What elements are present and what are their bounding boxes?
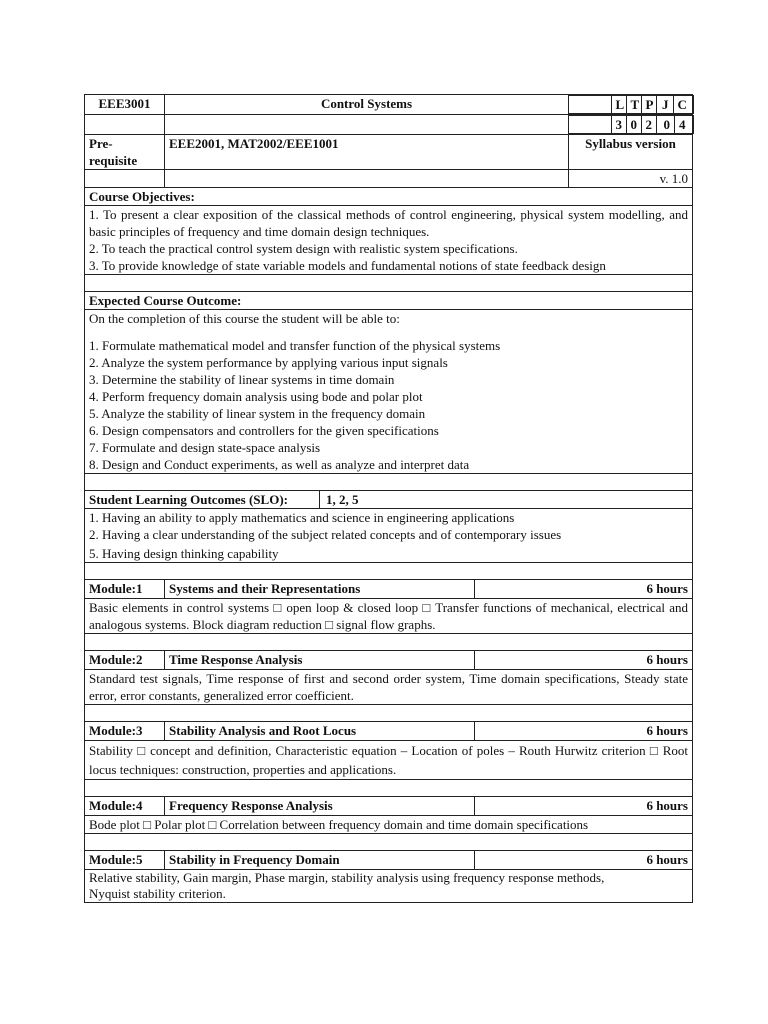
ltpjc-values-cell [569, 115, 693, 135]
prerequisite-row [85, 135, 693, 170]
outcome-item: 2. Analyze the system performance by applying various input signals [89, 355, 448, 370]
ltpjc-value-l: 3 [611, 116, 626, 134]
outcomes-heading-row [85, 292, 693, 310]
ltpjc-value-c: 4 [679, 117, 686, 132]
objectives-heading: Course Objectives: [85, 188, 693, 206]
module-label: Module:4 [85, 797, 165, 816]
module-5-body [85, 870, 693, 903]
prerequisite-label: Pre-requisite [85, 135, 165, 170]
outcome-item: 6. Design compensators and controllers for the given specifications [89, 423, 439, 438]
objectives-heading-row [85, 188, 693, 206]
course-header-row [85, 95, 693, 115]
course-code: EEE3001 [85, 95, 165, 115]
module-2-body [85, 670, 693, 705]
outcome-item: 5. Analyze the stability of linear system in the frequency domain [89, 406, 426, 421]
course-title: Control Systems [165, 95, 569, 115]
module-title: Stability Analysis and Root Locus [165, 722, 475, 741]
ltpjc-value-j: 0 [663, 117, 670, 132]
slo-item: 5. Having design thinking capability [89, 546, 279, 561]
module-label: Module:3 [85, 722, 165, 741]
objectives-list [85, 206, 693, 275]
module-label: Module:1 [85, 580, 165, 599]
module-title: Stability in Frequency Domain [165, 851, 475, 870]
syllabus-sheet [84, 94, 692, 903]
outcome-item: 4. Perform frequency domain analysis using bode and polar plot [89, 389, 423, 404]
module-title: Time Response Analysis [165, 651, 475, 670]
module-hours: 6 hours [475, 651, 693, 670]
module-hours: 6 hours [475, 722, 693, 741]
outcomes-body-row [85, 310, 693, 474]
slo-body-row [85, 509, 693, 563]
module-hours: 6 hours [475, 797, 693, 816]
objectives-body-row [85, 206, 693, 275]
module-title: Frequency Response Analysis [165, 797, 475, 816]
module-4-body [85, 816, 693, 834]
module-hours: 6 hours [475, 851, 693, 870]
outcomes-list [85, 310, 693, 474]
module-title: Systems and their Representations [165, 580, 475, 599]
module-label: Module:5 [85, 851, 165, 870]
ltpjc-header-p: P [641, 96, 656, 114]
module-1-header [85, 580, 693, 599]
outcomes-intro: On the completion of this course the student will be able to: [89, 311, 400, 326]
objective-item: 2. To teach the practical control system design with realistic system specifications. [89, 241, 518, 256]
module-3-body [85, 741, 693, 780]
outcome-item: 7. Formulate and design state-space analysis [89, 440, 321, 455]
module-content: Relative stability, Gain margin, Phase margin, stability analysis using frequency response methods, Nyquist stability criterion. [89, 870, 605, 901]
slo-list [85, 509, 693, 563]
objective-item: 1. To present a clear exposition of the classical methods of control engineering, physical system modelling, and basic principles of frequency and time domain design techniques. [89, 207, 688, 239]
outcomes-heading: Expected Course Outcome: [85, 292, 693, 310]
module-5-header [85, 851, 693, 870]
module-1-body [85, 599, 693, 634]
ltpjc-header-c: C [677, 97, 687, 112]
prerequisite-value: EEE2001, MAT2002/EEE1001 [165, 135, 569, 170]
syllabus-table [84, 94, 693, 903]
module-hours: 6 hours [475, 580, 693, 599]
outcome-item: 8. Design and Conduct experiments, as well as analyze and interpret data [89, 457, 470, 472]
ltpjc-header-l: L [611, 96, 626, 114]
syllabus-version-label: Syllabus version [569, 135, 693, 170]
outcome-item: 3. Determine the stability of linear systems in time domain [89, 372, 395, 387]
ltpjc-header-cell [569, 95, 693, 115]
syllabus-version-value: v. 1.0 [569, 170, 693, 188]
ltpjc-header-j: J [662, 97, 669, 112]
module-content: Basic elements in control systems □ open loop & closed loop □ Transfer functions of mechanical, electrical and analogous systems. Block diagram reduction □ signal flow graphs. [89, 600, 688, 632]
ltpjc-value-p: 2 [641, 116, 656, 134]
module-label: Module:2 [85, 651, 165, 670]
ltpjc-header-t: T [626, 96, 641, 114]
module-4-header [85, 797, 693, 816]
slo-heading-row [85, 491, 693, 509]
module-2-header [85, 651, 693, 670]
slo-item: 2. Having a clear understanding of the subject related concepts and of contemporary issues [89, 527, 562, 542]
syllabus-version-row [85, 170, 693, 188]
ltpjc-value-t: 0 [626, 116, 641, 134]
module-content: Standard test signals, Time response of first and second order system, Time domain specifications, Steady state error, error constants, generalized error coefficient. [89, 671, 688, 703]
slo-heading: Student Learning Outcomes (SLO): [85, 491, 320, 508]
module-content: Bode plot □ Polar plot □ Correlation between frequency domain and time domain specifications [89, 817, 589, 832]
objective-item: 3. To provide knowledge of state variable models and fundamental notions of state feedback design [89, 258, 606, 273]
module-3-header [85, 722, 693, 741]
slo-item: 1. Having an ability to apply mathematics and science in engineering applications [89, 510, 515, 525]
outcome-item: 1. Formulate mathematical model and transfer function of the physical systems [89, 338, 501, 353]
slo-value: 1, 2, 5 [326, 492, 359, 507]
ltpjc-values-row [85, 115, 693, 135]
module-content: Stability □ concept and definition, Characteristic equation – Location of poles – Routh Hurwitz criterion □ Root locus techniques: construction, properties and applications. [89, 743, 688, 777]
